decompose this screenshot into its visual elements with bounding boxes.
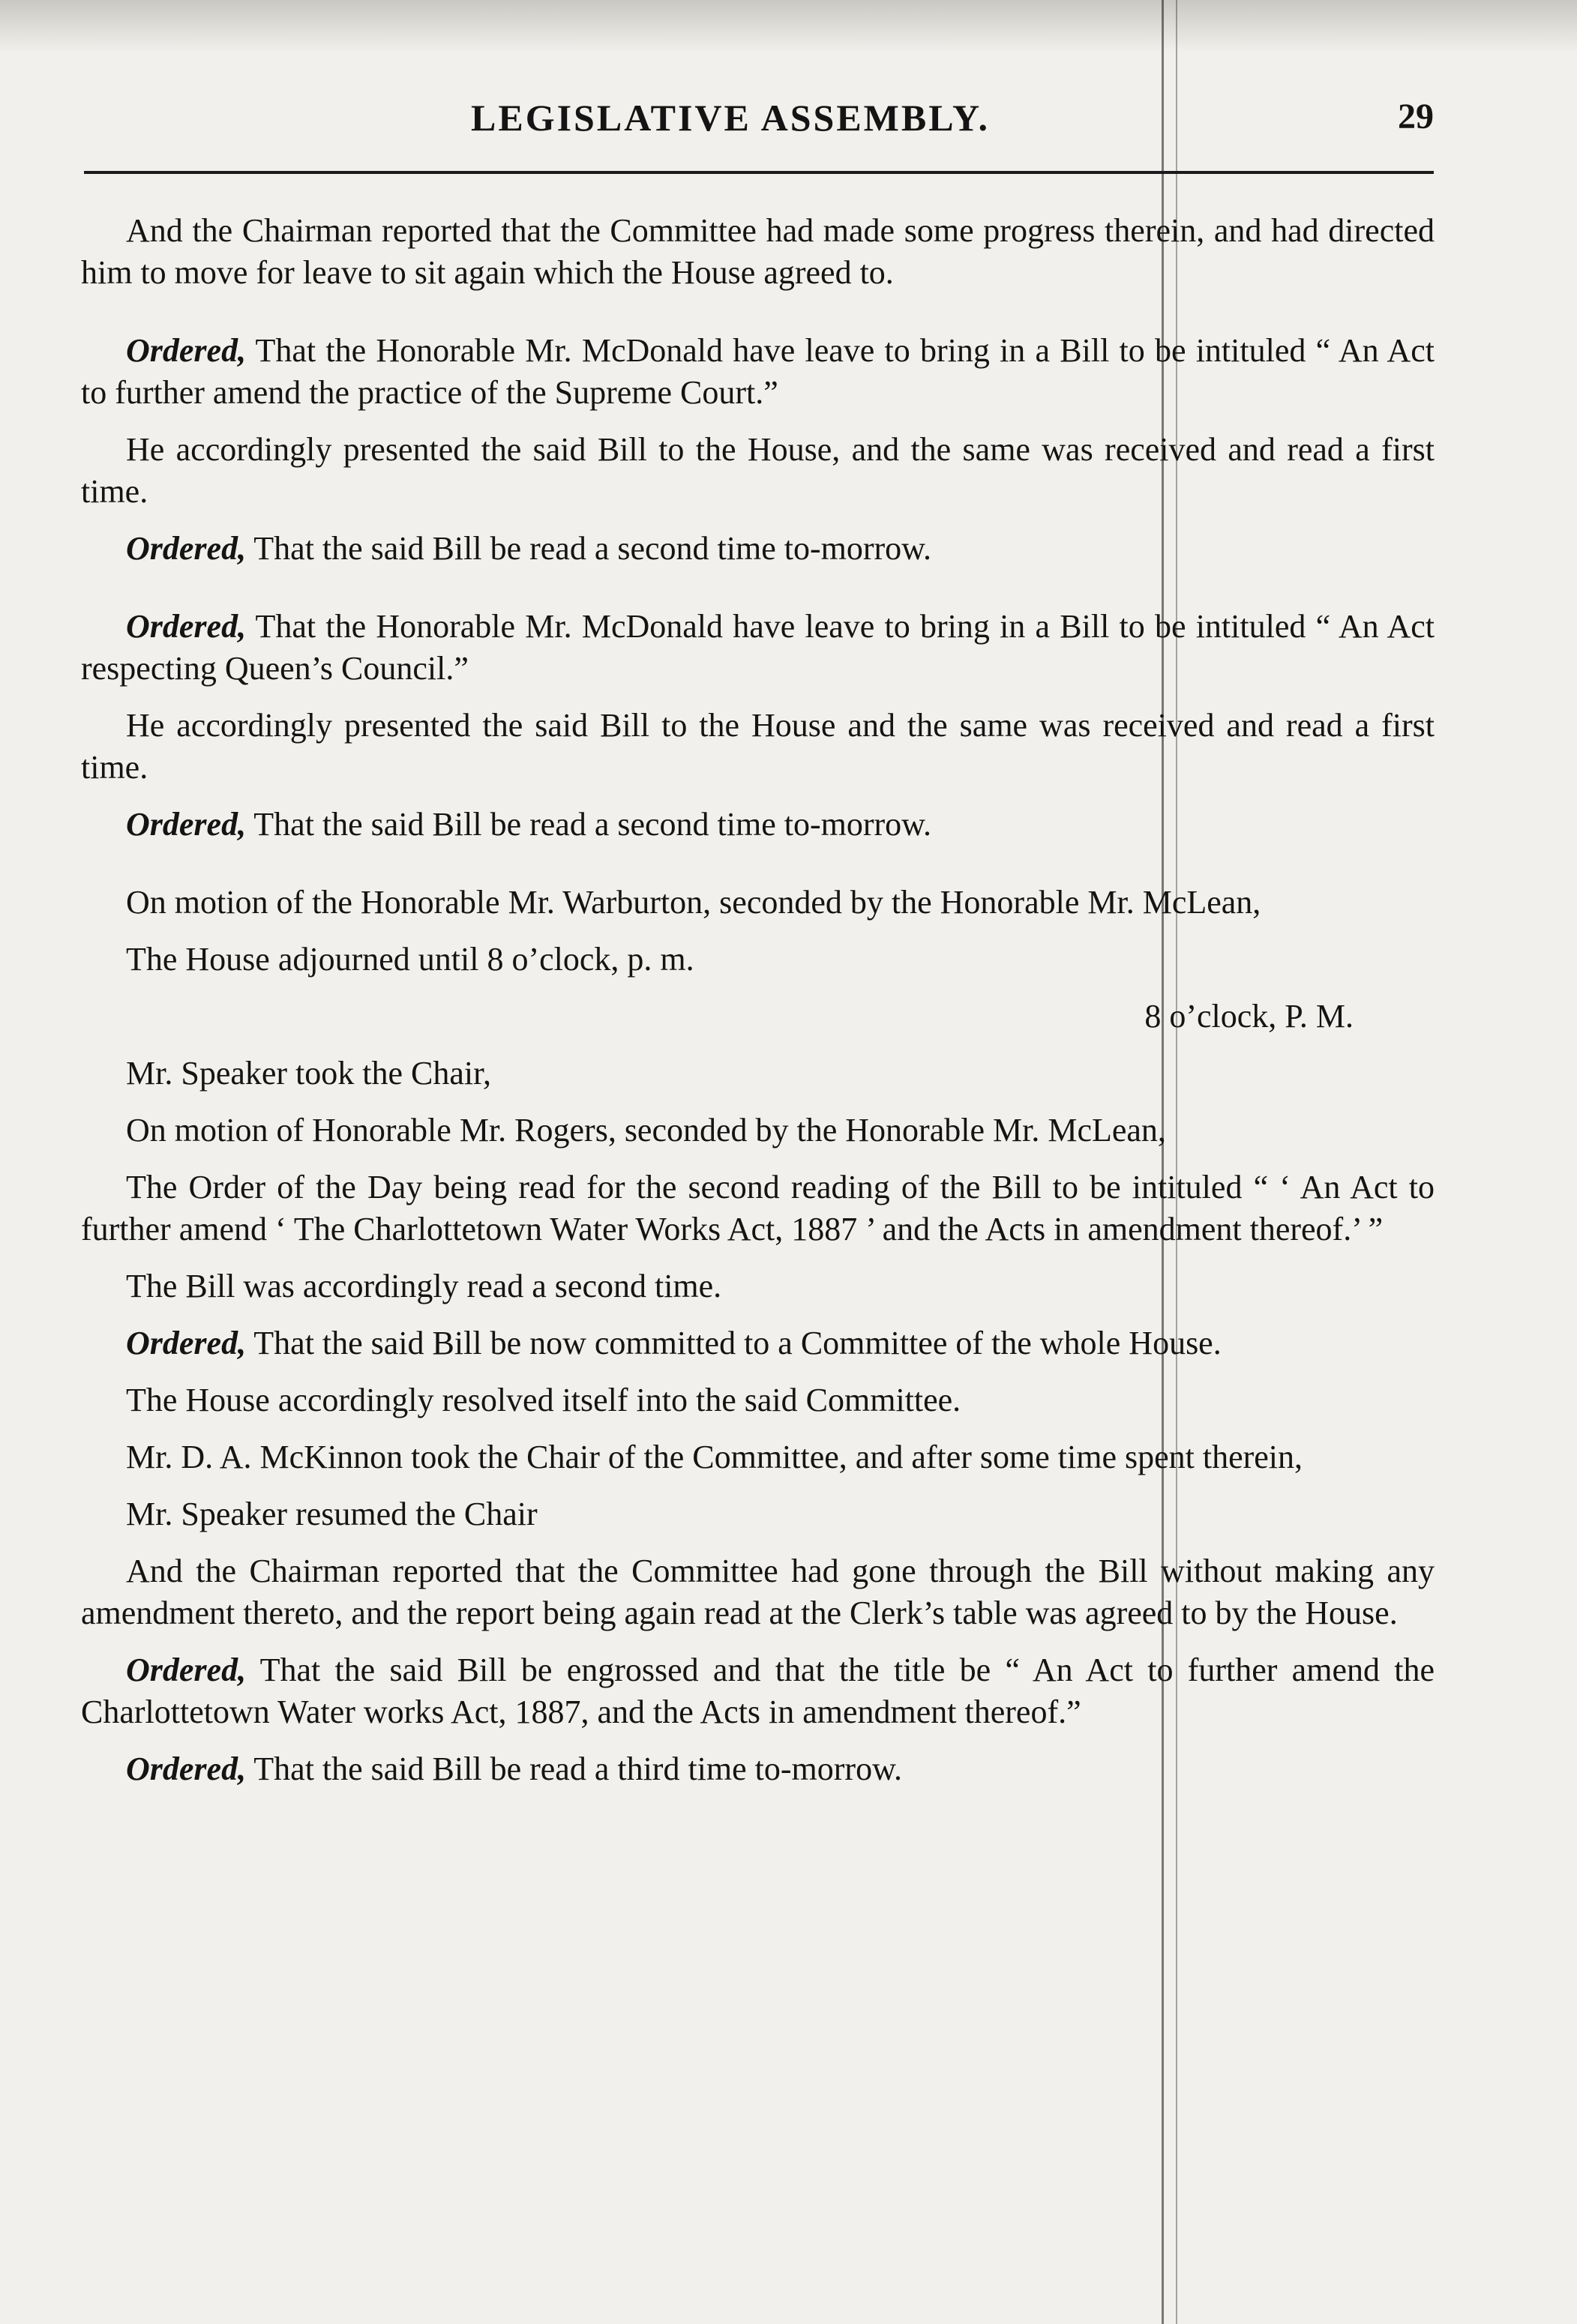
paragraph: Ordered, That the said Bill be now committed to a Committee of the whole House. (126, 1325, 1222, 1361)
paragraph: The Bill was accordingly read a second time. (126, 1268, 722, 1304)
paragraph: He accordingly presented the said Bill to the House and the same was received and read a first time. (81, 707, 1435, 786)
time-heading: 8 o’clock, P. M. (1144, 998, 1354, 1035)
paragraph: Ordered, That the said Bill be read a second time to-morrow. (126, 530, 932, 567)
paragraph: And the Chairman reported that the Committee had gone through the Bill without making any amendment thereto, and the report being again read at the Clerk’s table was agreed to by the House. (81, 1553, 1435, 1631)
paragraph: Ordered, That the Honorable Mr. McDonald have leave to bring in a Bill to be intituled “ An Act to further amend the practice of the Supreme Court.” (81, 332, 1435, 411)
paragraph: Ordered, That the said Bill be read a third time to-morrow. (126, 1750, 902, 1787)
paragraph: And the Chairman reported that the Committee had made some progress therein, and had directed him to move for leave to sit again which the House agreed to. (81, 212, 1435, 291)
paragraph: The House accordingly resolved itself into the said Committee. (126, 1382, 961, 1418)
paragraph: On motion of Honorable Mr. Rogers, seconded by the Honorable Mr. McLean, (126, 1112, 1166, 1149)
header-rule (84, 171, 1434, 174)
scan-shadow (0, 0, 1577, 52)
paragraph: The Order of the Day being read for the second reading of the Bill to be intituled “ ‘ An Act to further amend ‘ The Charlottetown Water Works Act, 1887 ’ and the Acts in amendment thereof.’ ” (81, 1169, 1435, 1247)
running-head: LEGISLATIVE ASSEMBLY. (471, 97, 991, 139)
paragraph: Ordered, That the Honorable Mr. McDonald have leave to bring in a Bill to be intituled “ An Act respecting Queen’s Council.” (81, 608, 1435, 687)
paragraph: Mr. Speaker took the Chair, (126, 1055, 492, 1092)
page-body (81, 210, 1435, 1805)
paragraph: Ordered, That the said Bill be read a second time to-morrow. (126, 806, 932, 843)
paragraph: Mr. D. A. McKinnon took the Chair of the Committee, and after some time spent therein, (126, 1439, 1303, 1475)
page-header (84, 88, 1434, 163)
page-number: 29 (1398, 97, 1434, 136)
paragraph: Ordered, That the said Bill be engrossed and that the title be “ An Act to further amend the Charlottetown Water works Act, 1887, and the Acts in amendment thereof.” (81, 1652, 1435, 1730)
paragraph: Mr. Speaker resumed the Chair (126, 1496, 538, 1532)
paragraph: The House adjourned until 8 o’clock, p. m. (126, 941, 694, 978)
paragraph: He accordingly presented the said Bill to the House, and the same was received and read a first time. (81, 431, 1435, 510)
paragraph: On motion of the Honorable Mr. Warburton, seconded by the Honorable Mr. McLean, (126, 884, 1261, 921)
